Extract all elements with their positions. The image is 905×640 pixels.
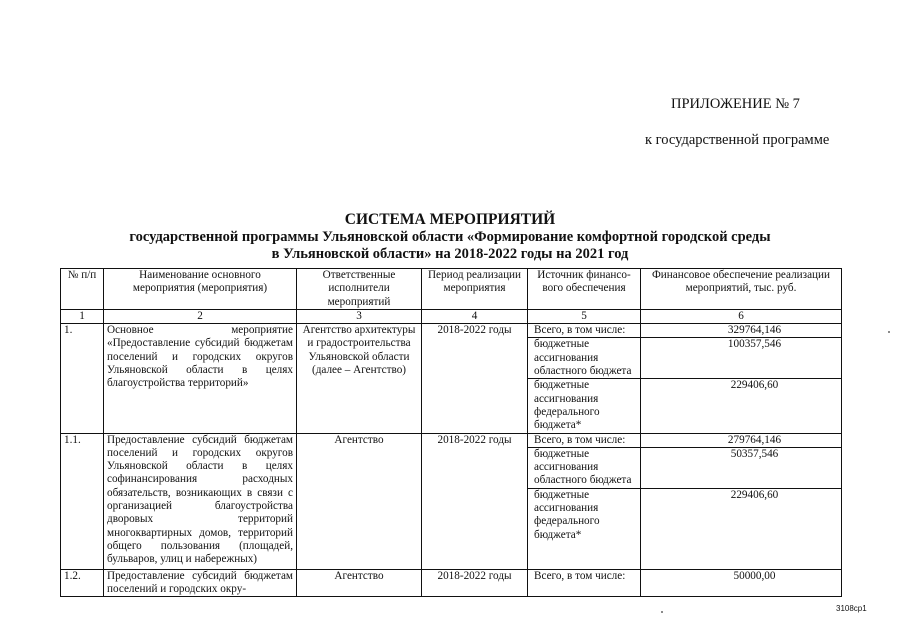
- executor-cell: Агентство: [297, 569, 422, 597]
- executor-note: (далее – Агентство): [311, 364, 407, 377]
- col-header-amount: Финансовое обеспечение реализации мероприятий, тыс. руб.: [641, 269, 842, 310]
- amount-cell: 279764,146: [641, 433, 842, 447]
- source-cell: Всего, в том числе:: [528, 324, 641, 338]
- document-title: [60, 210, 840, 263]
- source-cell: бюджетные ассигнования областного бюджета: [528, 447, 641, 488]
- source-cell: бюджетные ассигнования областного бюджета: [528, 338, 641, 379]
- row-number: 1.: [61, 324, 104, 433]
- source-cell: бюджетные ассигнования федерального бюджета*: [528, 488, 641, 569]
- title-line-1: СИСТЕМА МЕРОПРИЯТИЙ: [344, 211, 556, 228]
- amount-cell: 50357,546: [641, 447, 842, 488]
- scan-speck: [661, 611, 663, 613]
- amount-cell: 229406,60: [641, 379, 842, 433]
- measure-name: Основное мероприятие «Предоставление субсидий бюджетам поселений и городских округов Ульяновской области в целях благоустройства территорий»: [104, 324, 297, 433]
- column-number: 1: [61, 309, 104, 323]
- amount-cell: 229406,60: [641, 488, 842, 569]
- column-number-row: [61, 309, 842, 323]
- title-line-3: в Ульяновской области» на 2018-2022 годы на 2021 год: [271, 246, 629, 262]
- column-number: 2: [104, 309, 297, 323]
- executor-cell: Агентство: [297, 433, 422, 569]
- col-header-name: Наименование основного мероприятия (мероприятия): [104, 269, 297, 310]
- col-header-executor: Ответственные исполнители мероприятий: [297, 269, 422, 310]
- column-number: 3: [297, 309, 422, 323]
- table-header-row: [61, 269, 842, 310]
- measures-table: [60, 268, 842, 597]
- row-number: 1.2.: [61, 569, 104, 597]
- col-header-num: № п/п: [61, 269, 104, 310]
- period-cell: 2018-2022 годы: [422, 433, 528, 569]
- footer-code: 3108ср1: [836, 604, 867, 613]
- source-cell: Всего, в том числе:: [528, 433, 641, 447]
- col-header-source: Источник финансо-вого обеспечения: [528, 269, 641, 310]
- period-cell: 2018-2022 годы: [422, 569, 528, 597]
- row-number: 1.1.: [61, 433, 104, 569]
- measure-name: Предоставление субсидий бюджетам поселений и городских окру-: [104, 569, 297, 597]
- title-line-2: государственной программы Ульяновской области «Формирование комфортной городской среды: [129, 229, 771, 245]
- amount-cell: 100357,546: [641, 338, 842, 379]
- executor-name: Агентство архитектуры и градостроительства Ульяновской области: [302, 324, 416, 363]
- amount-cell: 329764,146: [641, 324, 842, 338]
- period-cell: 2018-2022 годы: [422, 324, 528, 433]
- table-row: [61, 569, 842, 597]
- scan-speck: [888, 331, 890, 333]
- column-number: 5: [528, 309, 641, 323]
- source-cell: бюджетные ассигнования федерального бюджета*: [528, 379, 641, 433]
- appendix-subtitle: к государственной программе: [645, 132, 830, 148]
- table-row: [61, 433, 842, 447]
- col-header-period: Период реализации мероприятия: [422, 269, 528, 310]
- table-row: [61, 324, 842, 338]
- amount-cell: 50000,00: [641, 569, 842, 597]
- column-number: 4: [422, 309, 528, 323]
- executor-cell: [297, 324, 422, 433]
- appendix-label: ПРИЛОЖЕНИЕ № 7: [671, 96, 800, 112]
- measure-name: Предоставление субсидий бюджетам поселений и городских округов Ульяновской области в целях софинансирования расходных обязательств, возникающих в связи с организацией благоустройства дворовых территорий многоквартирных домов, территорий общего пользования (площадей, бульваров, улиц и набережных): [104, 433, 297, 569]
- column-number: 6: [641, 309, 842, 323]
- source-cell: Всего, в том числе:: [528, 569, 641, 597]
